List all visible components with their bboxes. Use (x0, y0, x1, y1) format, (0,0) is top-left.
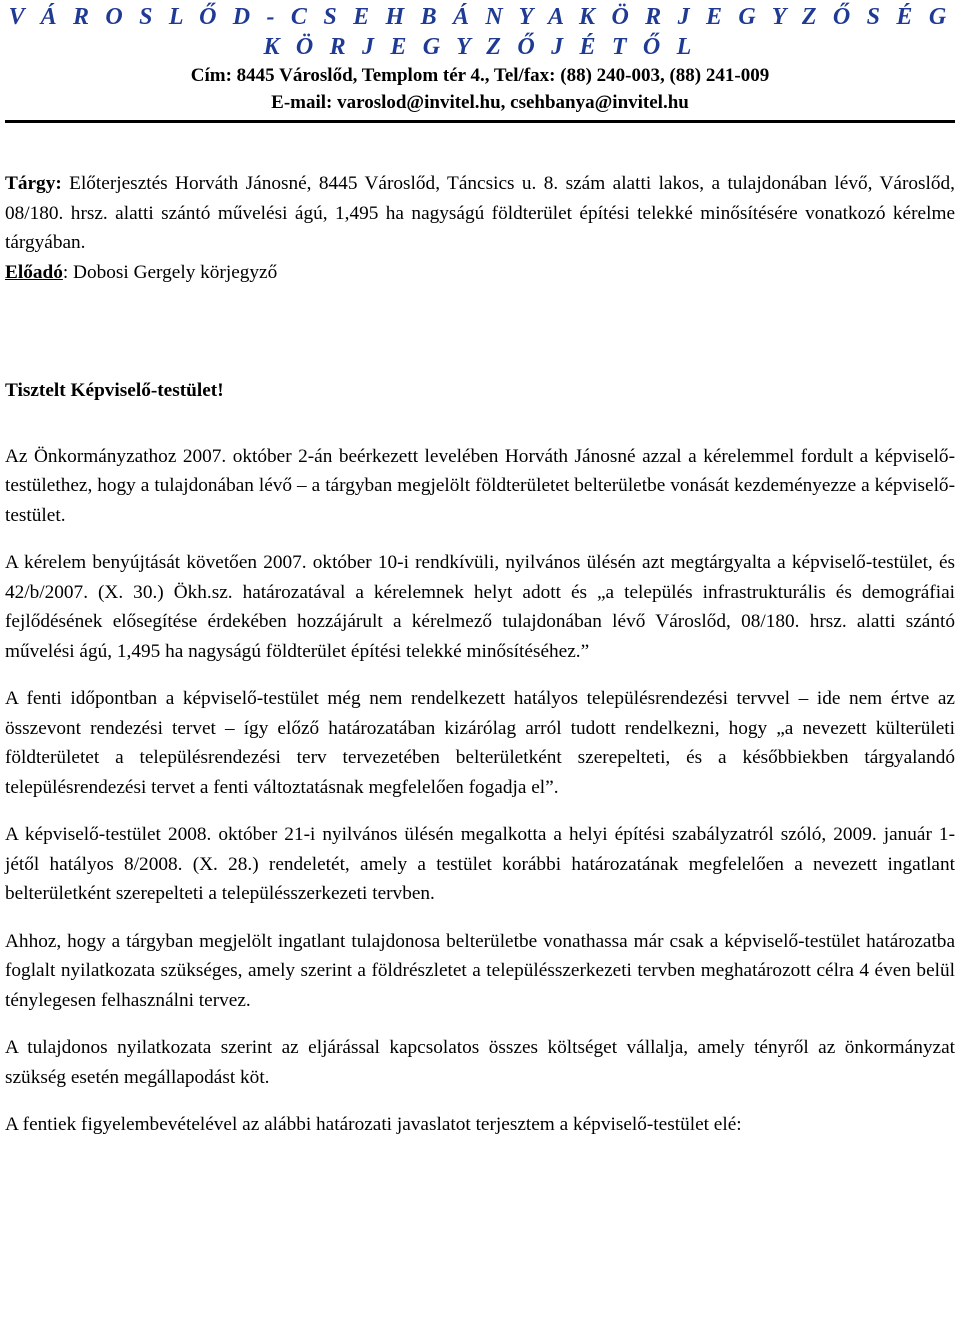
body-paragraph-3: A fenti időpontban a képviselő-testület még nem rendelkezett hatályos településrendezési tervvel – ide nem értve az összevont rendezési tervet – így előző határozatában kizárólag arról tudott rendelkezni, hogy „a nevezett külterületi földterületet a településrendezési terv tervezetében belterületként szerepelteti, és a későbbiekben tárgyalandó településrendezési tervet a fenti változtatásnak megfelelően fogadja el”. (5, 688, 955, 798)
presenter-label: Előadó (5, 261, 63, 283)
subject-label: Tárgy: (5, 173, 62, 194)
letterhead-address: Cím: 8445 Városlőd, Templom tér 4., Tel/fax: (88) 240-003, (88) 241-009 (190, 65, 770, 86)
letterhead-divider (5, 120, 955, 123)
body-paragraph-4: A képviselő-testület 2008. október 21-i nyilvános ülésén megalkotta a helyi építési szabályzatról szóló, 2009. január 1-jétől hatályos 8/2008. (X. 28.) rendeletét, amely a testület korábbi határozatának megfelelően a nevezett ingatlant belterületként szerepelteti a településszerkezeti tervben. (5, 824, 955, 904)
body-paragraph-2: A kérelem benyújtását követően 2007. október 10-i rendkívüli, nyilvános ülésén azt megtárgyalta a képviselő-testület, és 42/b/2007. (X. 30.) Ökh.sz. határozatával a kérelemnek helyt adott és „a település infrastrukturális és demográfiai fejlődésének elősegítése érdekében hozzájárult a kérelmező tulajdonában lévő Városlőd, 08/180. hrsz. alatti szántó művelési ágú, 1,495 ha nagyságú földterület építési telekké minősítéséhez.” (5, 552, 955, 662)
body-paragraph-1: Az Önkormányzathoz 2007. október 2-án beérkezett levelében Horváth Jánosné azzal a kérelemmel fordult a képviselő-testülethez, hogy a tulajdonában lévő – a tárgyban megjelölt földterületet belterületbe vonását kezdeményezze a képviselő-testület. (5, 445, 955, 526)
body-paragraph-6: A tulajdonos nyilatkozata szerint az eljárással kapcsolatos összes költséget vállalja, amely tényről az önkormányzat szükség esetén megállapodást köt. (5, 1037, 955, 1088)
greeting: Tisztelt Képviselő-testület! (5, 380, 224, 401)
document-page (5, 0, 955, 1140)
letterhead-title-line2: K Ö R J E G Y Z Ő J É T Ő L (263, 34, 697, 60)
subject-text: Előterjesztés Horváth Jánosné, 8445 Városlőd, Táncsics u. 8. szám alatti lakos, a tulajdonában lévő, Városlőd, 08/180. hrsz. alatti szántó művelési ágú, 1,495 ha nagyságú földterület építési telekké minősítésére vonatkozó kérelme tárgyában. (5, 173, 955, 253)
body-paragraph-5: Ahhoz, hogy a tárgyban megjelölt ingatlant tulajdonosa belterületbe vonathassa már csak a képviselő-testület határozatba foglalt nyilatkozata szükséges, amely szerint a földrészletet a településszerkezeti tervben meghatározott célra 4 éven belül ténylegesen felhasználni tervez. (5, 930, 955, 1011)
presenter-text: : Dobosi Gergely körjegyző (62, 261, 278, 283)
letterhead-email: E-mail: varoslod@invitel.hu, csehbanya@invitel.hu (271, 92, 689, 113)
subject-paragraph (5, 169, 955, 258)
letterhead-title-line1: V Á R O S L Ő D - C S E H B Á N Y A K Ö R J E G Y Z Ő S É G (8, 4, 952, 30)
presenter-line (5, 258, 955, 288)
body-paragraph-7: A fentiek figyelembevételével az alábbi határozati javaslatot terjesztem a képviselő-testület elé: (5, 1114, 742, 1135)
